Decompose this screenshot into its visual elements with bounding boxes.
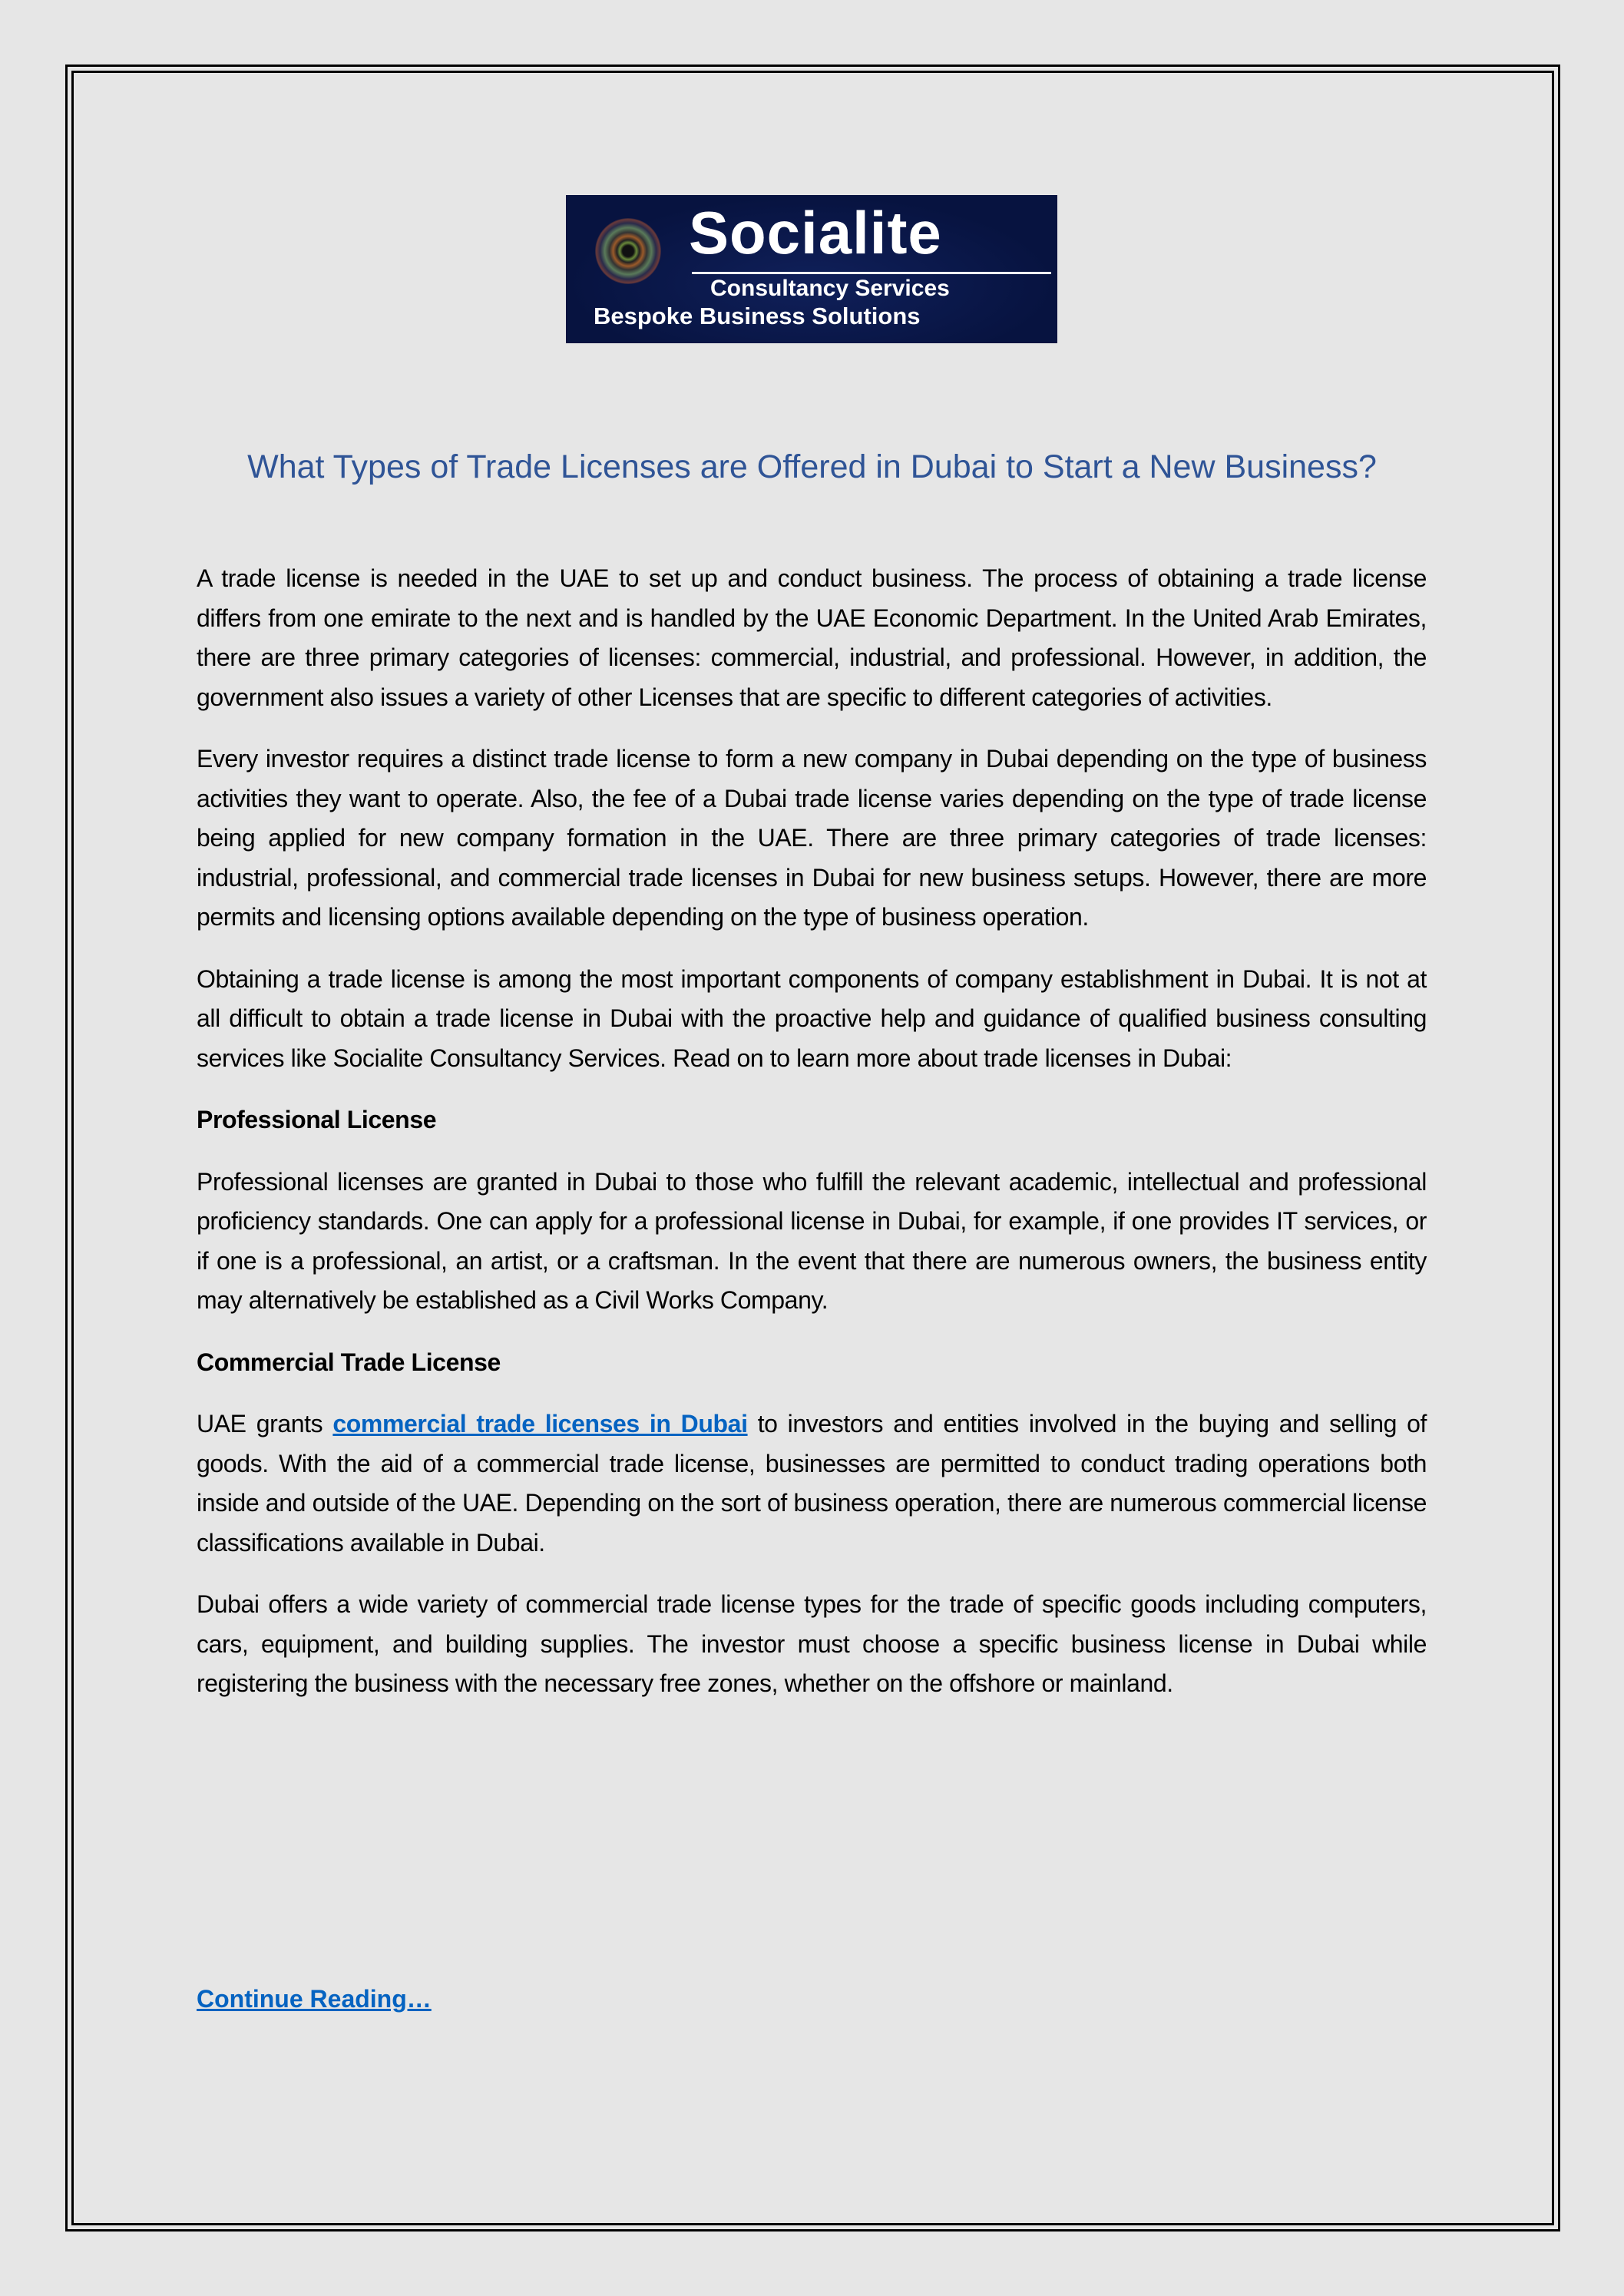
paragraph-commercial <box>197 1404 1427 1563</box>
company-logo <box>566 195 1057 343</box>
page-title: What Types of Trade Licenses are Offered in Dubai to Start a New Business? <box>247 448 1377 485</box>
text: to investors and entities involved in the buying and selling of goods. With the aid of a commercial trade license, businesses are permitted to conduct trading operations both inside and outside of the UAE. Depending on the sort of business operation, there are numerous commercial license classifications available in Dubai. <box>197 1410 1427 1557</box>
logo-subtitle: Consultancy Services <box>710 276 950 301</box>
paragraph-investor: Every investor requires a distinct trade license to form a new company in Dubai depending on the type of business activities they want to operate. Also, the fee of a Dubai trade license varies depending on the type of trade license being applied for new company formation in the UAE. There are three primary categories of trade licenses: industrial, professional, and commercial trade licenses in Dubai for new business setups. However, there are more permits and licensing options available depending on the type of business operation. <box>197 745 1427 931</box>
commercial-license-link[interactable]: commercial trade licenses in Dubai <box>332 1410 748 1437</box>
article-body <box>197 559 1427 1726</box>
logo-tagline: Bespoke Business Solutions <box>594 303 921 329</box>
heading-commercial-license: Commercial Trade License <box>197 1348 501 1376</box>
logo-divider <box>692 272 1051 274</box>
logo-name: Socialite <box>689 199 942 266</box>
paragraph-obtaining: Obtaining a trade license is among the most important components of company establishment in Dubai. It is not at all difficult to obtain a trade license in Dubai with the proactive help and guidance of qualified business consulting services like Socialite Consultancy Services. Read on to learn more about trade licenses in Dubai: <box>197 964 1427 1072</box>
paragraph-commercial-types: Dubai offers a wide variety of commercial trade license types for the trade of specific goods including computers, cars, equipment, and building supplies. The investor must choose a specific business license in Dubai while registering the business with the necessary free zones, whether on the offshore or mainland. <box>197 1590 1427 1697</box>
paragraph-intro: A trade license is needed in the UAE to set up and conduct business. The process of obtaining a trade license differs from one emirate to the next and is handled by the UAE Economic Department. In the United Arab Emirates, there are three primary categories of licenses: commercial, industrial, and professional. However, in addition, the government also issues a variety of other Licenses that are specific to different categories of activities. <box>197 564 1427 711</box>
heading-professional-license: Professional License <box>197 1106 437 1133</box>
swirl-logo-icon <box>595 218 661 284</box>
continue-reading-link[interactable]: Continue Reading… <box>197 1985 432 2013</box>
paragraph-professional: Professional licenses are granted in Dubai to those who fulfill the relevant academic, intellectual and professional proficiency standards. One can apply for a professional license in Dubai, for example, if one provides IT services, or if one is a professional, an artist, or a craftsman. In the event that there are numerous owners, the business entity may alternatively be established as a Civil Works Company. <box>197 1167 1427 1314</box>
text: UAE grants <box>197 1410 333 1437</box>
